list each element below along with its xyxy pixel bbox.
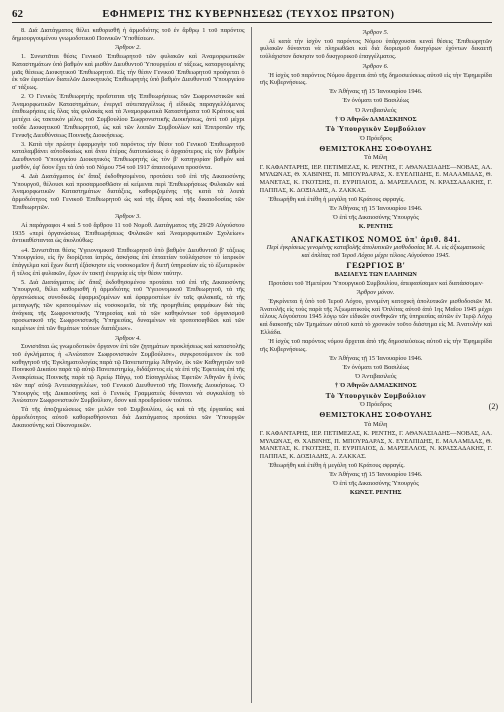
law-title: ΑΝΑΓΚΑΣΤΙΚΟΣ ΝΟΜΟΣ ὑπ' ἀριθ. 841. — [290, 234, 461, 244]
signature-name: ΚΩΝΣΤ. ΡΕΝΤΗΣ — [349, 489, 402, 497]
paragraph: Ἐγκρίνεται ἡ ὑπὸ τοῦ Ἱεροῦ Λόχου, γενομένη κατοχικὴ ἀπολυτικῶν μισθοδοσιῶν Μ. Ἀνατολῆς εἰς τοὺς παρὰ τῆς Ἀξιωματικοὺς καὶ Ὁπλίτας αὐτοῦ ἀπὸ 1ης Μαΐου 1945 μέχρι τέλους Αὐγούστου 1945 λόγῳ τῶν εἰδικῶν συνθηκῶν τῆς ὑπηρεσίας αὐτῶν ἐν Ἱερῷ Λόχῳ καὶ διακοπῆς τῶν Τμημάτων αὐτοῦ κατὰ τὸ χρονικὸν τοῦτο διάστημα εἰς Μ. Ἀνατολὴν καὶ Ἑλλάδα. — [259, 298, 492, 336]
paragraph: 5. Διὰ Διατάγματος ἐκ' ἅπαξ ἐκδοθησομένου προτάσει τοῦ ἐπὶ τῆς Δικαιοσύνης Ὑπουργοῦ, θέλει καθορισθῆ ἡ ἀρμοδιότης τοῦ Ὑγειονομικοῦ Ἐπιθεωρητοῦ, τὰ τῆς ὀργανώσεως συνοδικῶς ἐφαρμοζομένων καὶ ἐφαρμοστέων ἐν ταῖς φυλακαῖς, τὰ τῆς μεταγωγῆς τῶν κρατουμένων εἰς νοσοκομεῖα, τὰ τῆς προμηθείας φαρμάκων διὰ τὰς ἀνάγκας τῆς Σωφρονιστικῆς Ὑπηρεσίας καὶ τὰ τῶν καθηκόντων τοῦ ὀργανισμοῦ προσωπικοῦ τῆς Σωφρονιστικῆς Ὑπηρεσίας, δυναμένων νὰ τροποποιηθῶσι καὶ τῶν κειμένων ἐπὶ τῶν θεμάτων τούτων διατάξεων». — [12, 278, 245, 332]
signature-line: Ὁ ἐπὶ τῆς Δικαιοσύνης Ὑπουργός — [332, 480, 419, 488]
page-number: 62 — [12, 8, 23, 20]
gazette-title: ΕΦΗΜΕΡΙΣ ΤΗΣ ΚΥΒΕΡΝΗΣΕΩΣ (ΤΕΥΧΟΣ ΠΡΩΤΟΝ) — [102, 9, 395, 20]
seal-line: Ἐθεωρήθη καὶ ἐτέθη ἡ μεγάλη τοῦ Κράτους σφραγίς. — [268, 462, 405, 470]
signature-line: Ἐν ὀνόματι τοῦ Βασιλέως — [342, 363, 410, 371]
paragraph: Συνιστᾶται ὡς γνωμοδοτικὸν ὄργανον ἐπὶ τῶν ζητημάτων προκλήσεως καὶ καταστολῆς τοῦ ἐγκλήματος ἡ «Ἀνώτατον Σωφρονιστικὸν Συμβούλιον», συγκροτούμενον ἐκ τοῦ καθηγητοῦ τῆς Ἐγκληματολογίας παρὰ τῷ Πανεπιστημίῳ Ἀθηνῶν, ἐκ τῶν Καθηγητῶν τοῦ Ποινικοῦ Δικαίου παρὰ τῷ αὐτῷ Πανεπιστημίῳ, διδάξαντος εἰς τὰ ἐπὶ τῆς Ἐφετείας ἐπὶ τῆς Ἀνακρίσεως Ποινικῆς παρὰ τῷ Ἀρείῳ Πάγῳ, τοῦ Εἰσαγγελέως Ἐφετῶν Ἀθηνῶν ἢ ἑνὸς τῶν παρ' αὐτῷ Ἀντεισαγγελέων, τοῦ Γενικοῦ Διευθυντοῦ τῆς Ποινικῆς Διοικήσεως. Ὁ Ὑπουργὸς τῆς Δικαιοσύνης καὶ ὁ Γενικὸς Γραμματεὺς δύνανται νὰ συγκαλέσῃ τὸ Ἀνώτατον Σωφρονιστικὸν Συμβούλιον, ὅσον καὶ προεδρεύουν τούτου. — [12, 343, 245, 405]
article-heading: Ἄρθρον 5. — [363, 29, 389, 36]
signature-name: Κ. ΡΕΝΤΗΣ — [358, 222, 393, 230]
signature-name: † Ὁ Ἀθηνῶν ΔΑΜΑΣΚΗΝΟΣ — [334, 115, 417, 123]
signature-line: Ὁ Πρόεδρος — [359, 401, 392, 409]
date-line: Ἐν Ἀθήναις τῇ 15 Ἰανουαρίου 1946. — [329, 204, 423, 212]
page-header — [12, 8, 492, 23]
signature-line: Τὰ Μέλη — [364, 154, 388, 162]
paragraph: 8. Διά Διατάγματος θέλει καθορισθῆ ἡ ἀρμοδιότης τοῦ ἐν ἄρθρῳ 1 τοῦ παρόντος δημιουργουμένου γνωμοδοτικοῦ Ποινικῶν Ὑποθέσεων. — [12, 27, 245, 42]
signature-line: Ὁ Πρόεδρος — [359, 135, 392, 142]
signature-line: Ἐν ὀνόματι τοῦ Βασιλέως — [342, 97, 410, 105]
left-column — [12, 27, 252, 703]
paragraph: 2. Ὁ Γενικὸς Ἐπιθεωρητὴς προΐσταται τῆς Ἐπιθεωρήσεως τῶν Σωφρονιστικῶν καὶ Ἀναμορφωτικῶν Καταστημάτων, ἐνεργεῖ αὐτεπαγγέλτως ἢ εἰδικῶς παραγγελλόμενος ἐπιθεωρήσεις εἰς ὅλας τὰς φυλακὰς καὶ τὰ Ἀναμορφωτικὰ Καταστήματα τοῦ Κράτους καὶ μετέχει ὡς τακτικὸν μέλος τοῦ Συμβουλίου Σωφρονιστικῆς Διοικήσεως, ἀντὶ τοῦ μέχρι τοῦδε Διοικητικοῦ Ἐπιθεωρητοῦ, ὡς καὶ τῶν λοιπῶν Συμβουλίων καὶ Ἐπιτροπῶν τῆς Γενικῆς Διευθύνσεως Ποινικῆς Διοικήσεως. — [12, 93, 245, 139]
king-title: ΒΑΣΙΛΕΥΣ ΤΩΝ ΕΛΛΗΝΩΝ — [334, 270, 417, 278]
signature-line: Ὁ Ἀντιβασιλεύς — [355, 106, 397, 114]
signature-name: ΘΕΜΙΣΤΟΚΛΗΣ ΣΟΦΟΥΛΗΣ — [319, 143, 433, 153]
paragraph: Αἱ παράγραφοι 4 καὶ 5 τοῦ ἄρθρου 11 τοῦ Νομοθ. Διατάγματος τῆς 29/29 Αὐγούστου 1935 «περὶ ὀργανώσεως Ἐπιθεωρήσεως Φυλακῶν καὶ Ἀναμορφωτικῶν Σχολείων» ἀντικαθίστανται ὡς ἀκολούθως: — [12, 222, 245, 245]
article-heading: Ἄρθρον 4. — [115, 334, 141, 342]
date-line: Ἐν Ἀθήναις τῇ 15 Ἰανουαρίου 1946. — [329, 471, 423, 479]
paragraph: 4. Διὰ Διατάγματος ἐκ' ἅπαξ ἐκδοθησομένου, προτάσει τοῦ ἐπὶ τῆς Δικαιοσύνης Ὑπουργοῦ, θέλουσι καὶ προσαρμοσθῶσιν αἱ κείμεναι περὶ Ἐπιθεωρήσεως Φυλακῶν καὶ Ἀναμορφωτικῶν Καταστημάτων διατάξεις, καθοριζομένης τῆς κατὰ τὰ λοιπὰ ἀρμοδιότητος τοῦ Γενικοῦ Ἐπιθεωρητοῦ ὡς καὶ τῆς ἕδρας καὶ τῆς δικαιοδοσίας τῶν Ἐπιθεωρητῶν. — [12, 172, 245, 211]
signature-line: Τὰ Μέλη — [364, 420, 388, 428]
council-title: Τὸ Ὑπουργικὸν Συμβούλιον — [325, 124, 426, 134]
paragraph: Προτάσει τοῦ Ἡμετέρου Ὑπουργικοῦ Συμβουλίου, ἀπεφασίσαμεν καὶ διατάσσομεν· — [268, 279, 484, 287]
members-list: Γ. ΚΑΦΑΝΤΑΡΗΣ, ΙΕΡ. ΠΕΤΙΜΕΖΑΣ, Κ. ΡΕΝΤΗΣ, Γ. ΑΘΑΝΑΣΙΑΔΗΣ—ΝΟΒΑΣ, ΑΛ. ΜΥΛΩΝΑΣ, Θ. ΧΑΒΙΝΗΣ, Π. ΜΠΟΥΡΔΑΡΑΣ, Χ. ΕΥΕΛΠΙΔΗΣ, Ε. ΜΑΛΑΜΙΔΑΣ, Θ. ΜΑΝΕΤΑΣ, Κ. ΓΚΟΤΣΗΣ, Π. ΕΥΡΙΠΑΙΟΣ, Δ. ΜΑΡΣΕΛΛΟΣ, Ν. ΚΡΑΣΣΑΔΑΚΗΣ, Γ. ΠΑΠΠΑΣ, Κ. ΔΟΞΙΑΔΗΣ, Α. ΖΑΚΚΑΣ. — [259, 429, 492, 460]
date-line: Ἐν Ἀθήναις τῇ 15 Ἰανουαρίου 1946. — [329, 354, 423, 362]
paragraph: «4. Συνιστᾶται θέσις Ὑγειονομικοῦ Ἐπιθεωρητοῦ ὑπὸ βαθμὸν Διευθυντοῦ β' τάξεως Ὑπουργείου, εἰς ἣν διορίζεται ἰατρὸς, ἀσκήσας ἐπὶ ἑπταετίαν τοὐλάχιστον τὸ ἰατρικὸν ἐπάγγελμα καὶ ἔχων διετῆ ἐξάσκησιν εἰς νοσοκομεῖον ἢ διετῆ ὑπηρεσίαν εἰς τὸ ἐξωτερικὸν ἢ τέλος ἐπὶ φυλακῶν, ἔχων ἐν τακτῇ ἐνεργείᾳ εἰς τὴν θέσιν ταύτην. — [12, 246, 245, 277]
paragraph: Τὰ τῆς ἀποζημιώσεως τῶν μελῶν τοῦ Συμβουλίου, ὡς καὶ τὰ τῆς ἐργασίας καὶ ἀρμοδιότητος αὐτοῦ καθορισθήσονται διὰ Διατάγματος προτάσει τῶν Ὑπουργῶν Δικαιοσύνης καὶ Οἰκονομικῶν. — [12, 406, 245, 429]
council-title: Τὸ Ὑπουργικὸν Συμβούλιον — [325, 390, 426, 400]
paragraph: 1. Συνιστᾶται θέσις Γενικοῦ Ἐπιθεωρητοῦ τῶν φυλακῶν καὶ Ἀναμορφωτικῶν Καταστημάτων ὑπὸ βαθμὸν καὶ μισθὸν Διευθυντοῦ Ὑπουργείου α' τάξεως, καταργουμένης μιᾶς θέσεως Διοικητικοῦ Ἐπιθεωρητοῦ. Εἰς τὴν θέσιν Γενικοῦ Ἐπιθεωρητοῦ προάγεται ὁ ἐκ τῶν ἐφεστίων διατελῶν Διοικητικὸς Ἐπιθεωρητὴς ὑπὸ βαθμὸν Διευθυντοῦ Ὑπουργείου α' τάξεως. — [12, 53, 245, 91]
king-name: ΓΕΩΡΓΙΟΣ Β' — [346, 259, 406, 270]
signature-name: ΘΕΜΙΣΤΟΚΛΗΣ ΣΟΦΟΥΛΗΣ — [319, 410, 433, 420]
law-subtitle: Περὶ ἐγκρίσεως γενομένης καταβολῆς ἀπολυτικῶν μισθοδοσίας Μ. Α. εἰς ἀξιωματικοὺς καὶ ὁπλίτας τοῦ Ἱεροῦ Λόχου μέχρι τέλους Αὐγούστου 1945. — [266, 244, 485, 260]
members-list: Γ. ΚΑΦΑΝΤΑΡΗΣ, ΙΕΡ. ΠΕΤΙΜΕΖΑΣ, Κ. ΡΕΝΤΗΣ, Γ. ΑΘΑΝΑΣΙΑΔΗΣ—ΝΟΒΑΣ, ΑΛ. ΜΥΛΩΝΑΣ, Θ. ΧΑΒΙΝΗΣ, Π. ΜΠΟΥΡΔΑΡΑΣ, Χ. ΕΥΕΛΠΙΔΗΣ, Ε. ΜΑΛΑΜΙΔΑΣ, Θ. ΜΑΝΕΤΑΣ, Κ. ΓΚΟΤΣΗΣ, Π. ΕΥΡΙΠΑΙΟΣ, Δ. ΜΑΡΣΕΛΛΟΣ, Ν. ΚΡΑΣΣΑΔΑΚΗΣ, Γ. ΠΑΠΠΑΣ, Κ. ΔΟΞΙΑΔΗΣ, Α. ΖΑΚΚΑΣ. — [259, 163, 492, 194]
signature-name: † Ὁ Ἀθηνῶν ΔΑΜΑΣΚΗΝΟΣ — [334, 381, 417, 389]
article-heading: Ἄρθρον 6. — [363, 62, 389, 70]
seal-line: Ἐθεωρήθη καὶ ἐτέθη ἡ μεγάλη τοῦ Κράτους σφραγίς. — [268, 195, 405, 203]
paragraph: Ἡ ἰσχὺς τοῦ παρόντος νόμου ἄρχεται ἀπὸ τῆς δημοσιεύσεως αὐτοῦ εἰς τὴν Ἐφημερίδα τῆς Κυβερνήσεως. — [259, 337, 492, 353]
date-line: Ἐν Ἀθήναις τῇ 15 Ἰανουαρίου 1946. — [329, 88, 423, 96]
margin-marker: (2) — [488, 402, 498, 411]
signature-line: Ὁ Ἀντιβασιλεύς — [355, 372, 397, 380]
signature-line: Ὁ ἐπὶ τῆς Δικαιοσύνης Ὑπουργός — [332, 213, 419, 221]
article-heading: Ἄρθρον 2. — [115, 44, 141, 52]
paragraph: Ἡ ἰσχὺς τοῦ παρόντος Νόμου ἄρχεται ἀπὸ τῆς δημοσιεύσεως αὐτοῦ εἰς τὴν Ἐφημερίδα τῆς Κυβερνήσεως. — [259, 71, 492, 87]
article-heading: Ἄρθρον μόνον. — [357, 289, 395, 297]
right-column — [260, 27, 493, 703]
article-heading: Ἄρθρον 3. — [115, 213, 141, 221]
paragraph: Αἱ κατὰ τὴν ἰσχὺν τοῦ παρόντος Νόμου ὑπάρχουσαι κεναὶ θέσεις Ἐπιθεωρητῶν φυλακῶν δύνανται νὰ πληρωθῶσι καὶ διὰ διορισμοῦ δικηγόρων ἐχόντων δεκαετῆ τοὐλάχιστον ἄσκησιν τοῦ δικηγορικοῦ ἐπαγγέλματος. — [259, 37, 492, 61]
paragraph: 3. Κατὰ τὴν πρώτην ἐφαρμογὴν τοῦ παρόντος τὴν θέσιν τοῦ Γενικοῦ Ἐπιθεωρητοῦ καταλαμβάνει αὐτοδικαίως καὶ ἄνευ ἑτέρας διατυπώσεως ὁ ἀρχαιότερος εἰς τὸν βαθμὸν Διευθυντοῦ Ὑπουργείου Διοικητικὸς Ἐπιθεωρητὴς ὡς τὸν β' κατηγορίαν βαθμὸν καὶ μισθόν, ἐφ' ὅσον ἔχει τὰ ὑπὸ τοῦ Νόμου 754 τοῦ 1917 ἀπαιτούμενα προσόντα. — [12, 140, 245, 171]
